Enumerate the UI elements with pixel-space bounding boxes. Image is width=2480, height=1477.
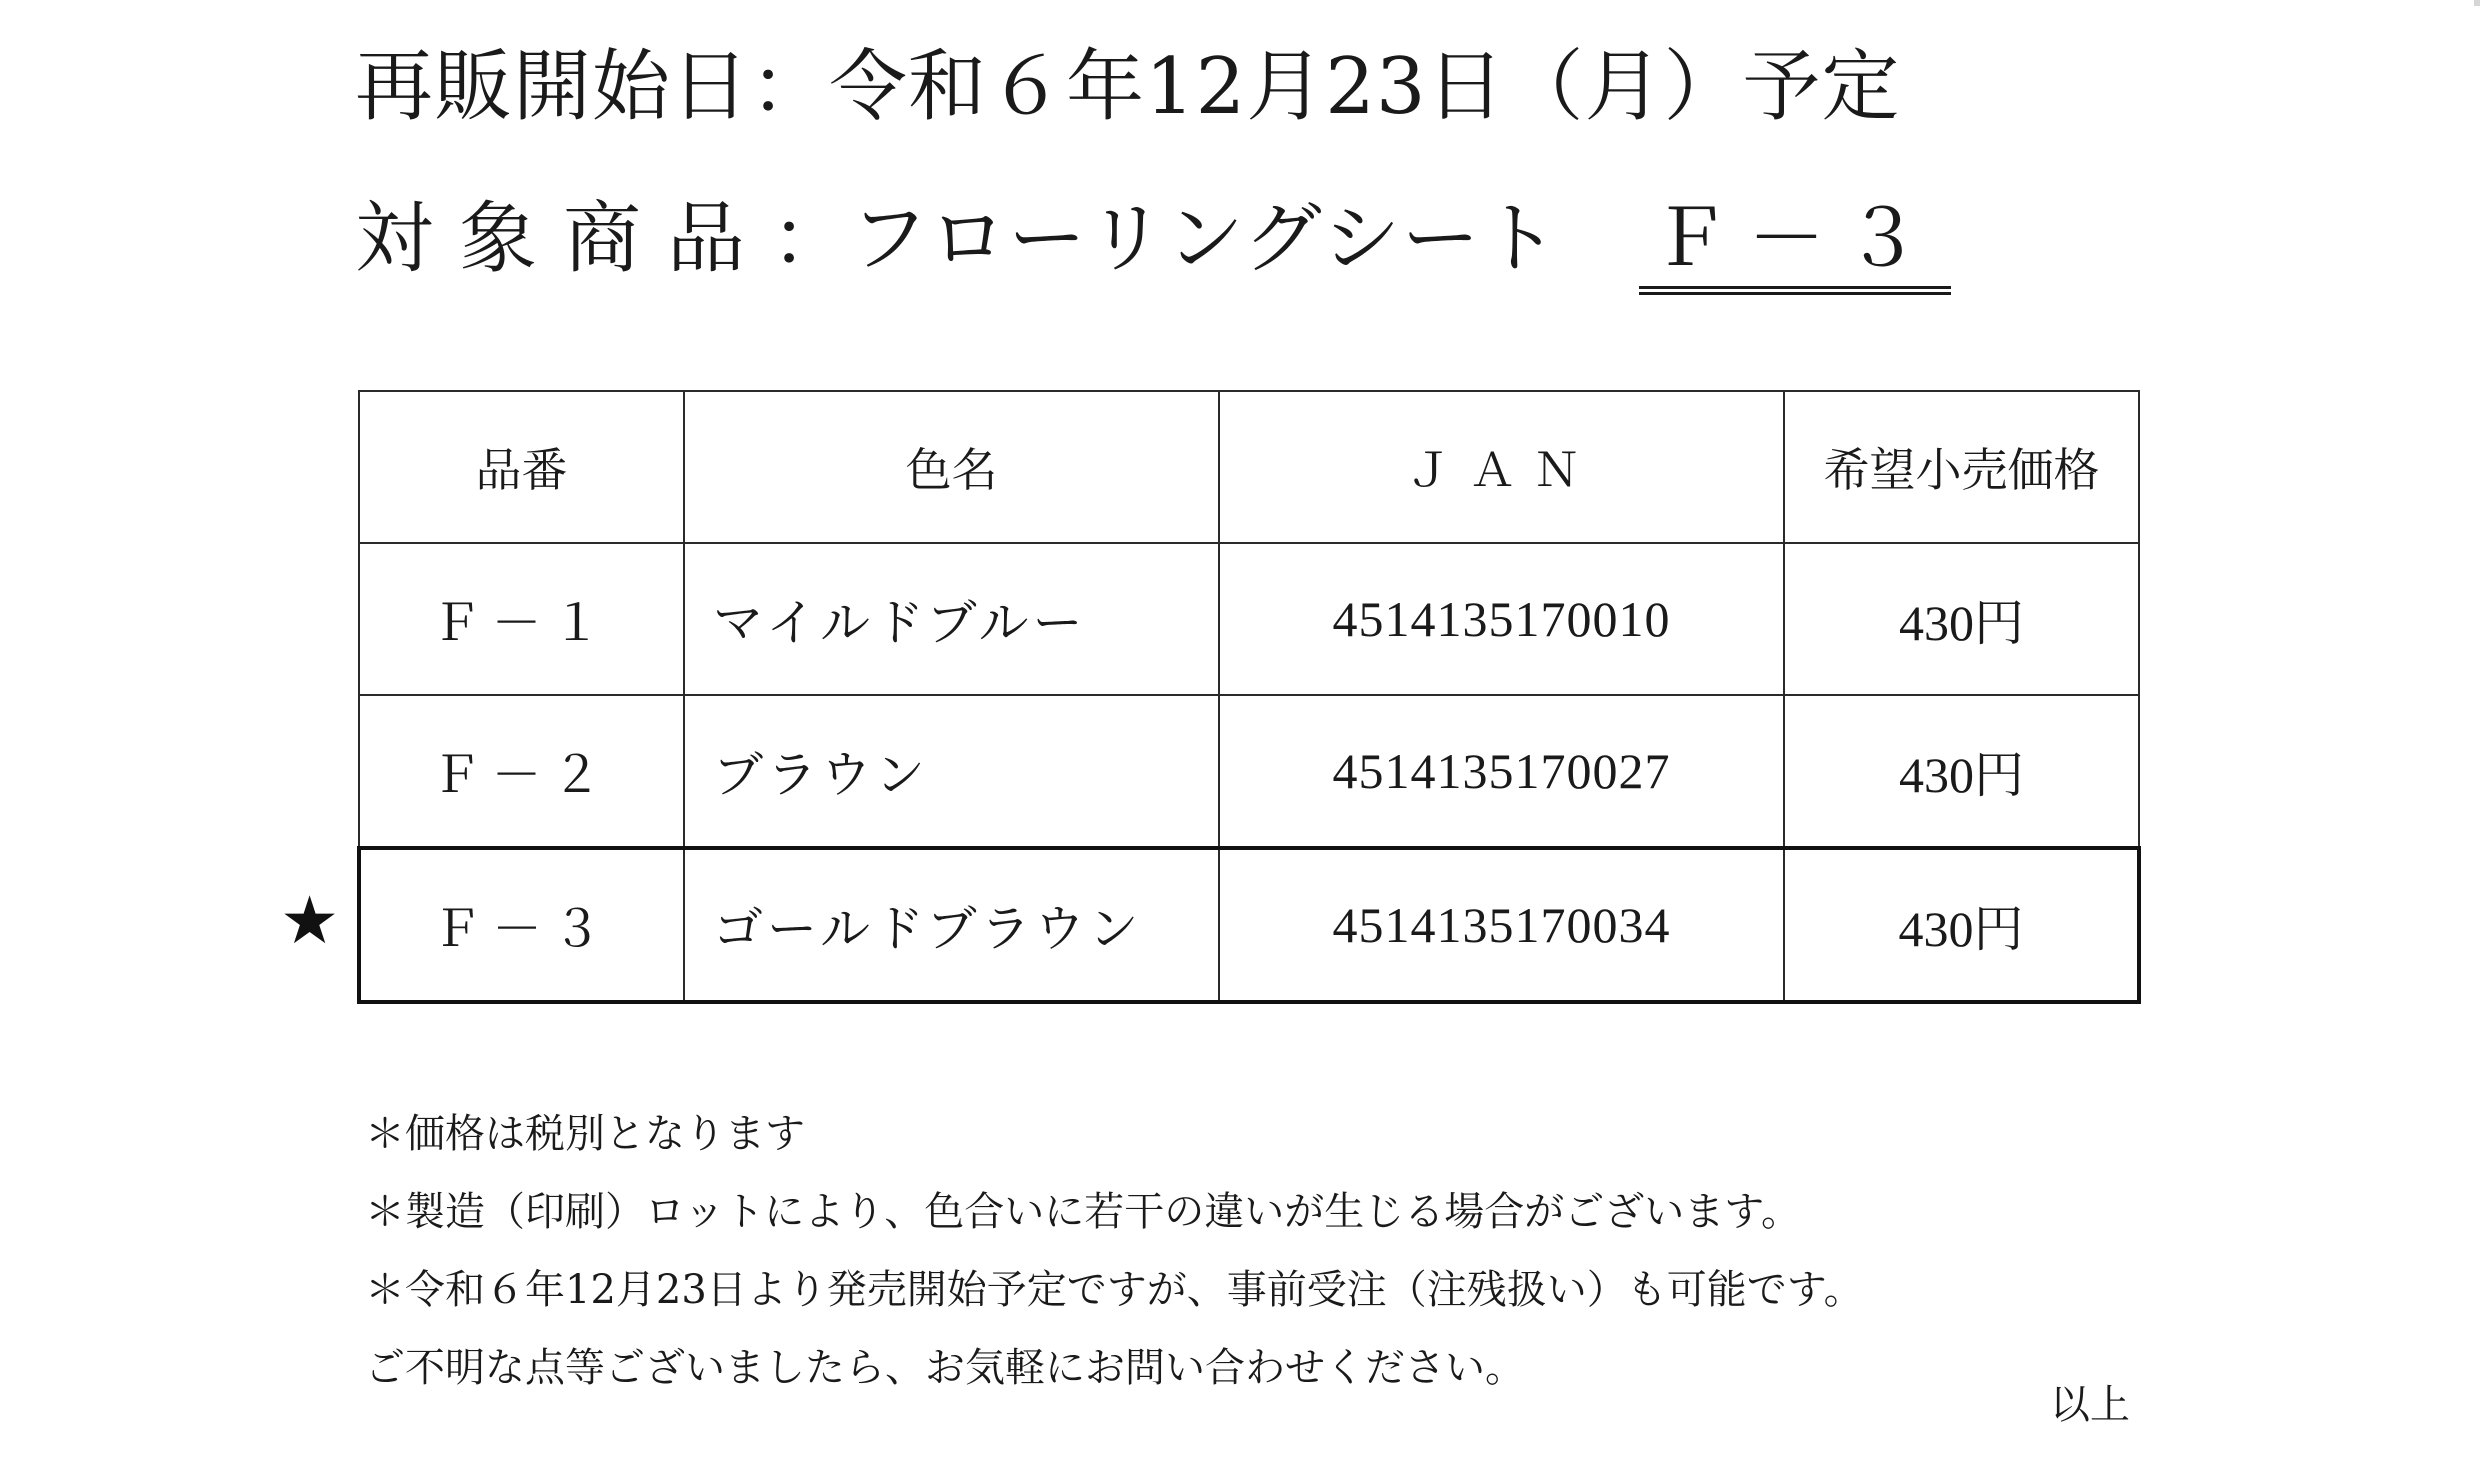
note-color-variation: ＊製造（印刷）ロットにより、色合いに若干の違いが生じる場合がございます。 bbox=[365, 1189, 1801, 1235]
notes-block bbox=[365, 1095, 1864, 1407]
jan-cell: 4514135170010 bbox=[1219, 543, 1784, 695]
note-tax: ＊価格は税別となります bbox=[365, 1111, 805, 1157]
target-product-heading bbox=[355, 194, 1951, 295]
jan-cell: 4514135170034 bbox=[1219, 848, 1784, 1002]
star-icon: ★ bbox=[280, 882, 340, 959]
note-preorder: ＊令和６年12月23日より発売開始予定ですが、事前受注（注残扱い）も可能です。 bbox=[365, 1267, 1864, 1313]
item-number-cell: Ｆ－１ bbox=[359, 543, 684, 695]
table-row-highlighted bbox=[359, 848, 2139, 1002]
target-product-code: Ｆ－３ bbox=[1639, 200, 1951, 295]
table-header-row bbox=[359, 391, 2139, 543]
note-contact: ご不明な点等ございましたら、お気軽にお問い合わせください。 bbox=[365, 1345, 1525, 1391]
table-row bbox=[359, 543, 2139, 695]
color-name-cell: ブラウン bbox=[684, 695, 1219, 848]
price-cell: 430円 bbox=[1784, 848, 2139, 1002]
release-date-label: 再販開始日 bbox=[355, 42, 751, 132]
scan-artifact bbox=[2474, 0, 2480, 6]
color-name-cell: マイルドブルー bbox=[684, 543, 1219, 695]
header-color-name: 色名 bbox=[684, 391, 1219, 543]
header-item-number: 品番 bbox=[359, 391, 684, 543]
table-row bbox=[359, 695, 2139, 848]
target-product-label: 対象商品 bbox=[355, 194, 772, 284]
header-jan: ＪＡＮ bbox=[1219, 391, 1784, 543]
jan-cell: 4514135170027 bbox=[1219, 695, 1784, 848]
release-date-heading bbox=[355, 42, 1901, 132]
item-number-cell: Ｆ－２ bbox=[359, 695, 684, 848]
item-number-cell: Ｆ－３ bbox=[359, 848, 684, 1002]
target-product-value: ：フローリングシート bbox=[771, 194, 1560, 284]
price-cell: 430円 bbox=[1784, 695, 2139, 848]
price-cell: 430円 bbox=[1784, 543, 2139, 695]
release-date-value: ：令和６年12月23日（月）予定 bbox=[750, 42, 1901, 132]
product-table bbox=[357, 390, 2141, 1004]
closing-mark: 以上 bbox=[2050, 1382, 2130, 1428]
header-retail-price: 希望小売価格 bbox=[1784, 391, 2139, 543]
color-name-cell: ゴールドブラウン bbox=[684, 848, 1219, 1002]
